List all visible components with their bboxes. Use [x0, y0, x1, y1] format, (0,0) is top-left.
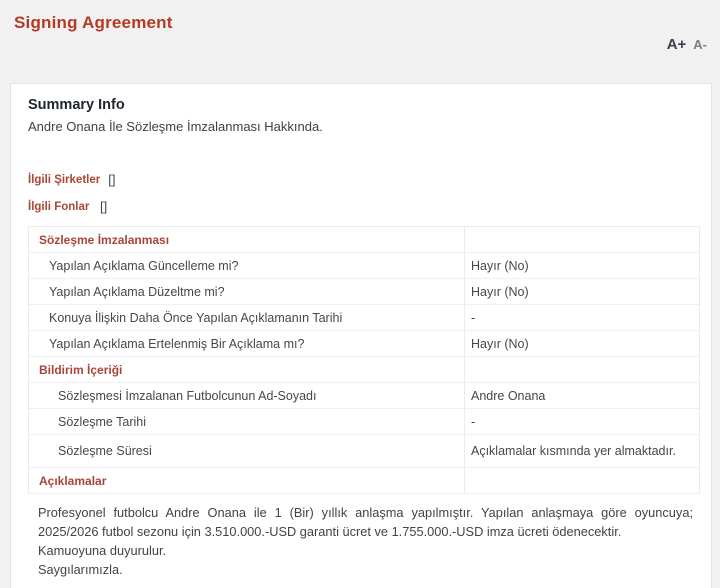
font-decrease-button[interactable]: A-: [693, 37, 707, 52]
disclosure-card: [10, 83, 712, 588]
disclosure-table: [28, 226, 700, 494]
related-funds-row: [28, 199, 694, 214]
table-row: [29, 305, 700, 331]
disclosure-closing-regards: Saygılarımızla.: [38, 562, 123, 577]
table-row-value: -: [465, 305, 700, 331]
table-section-label: Açıklamalar: [29, 468, 465, 494]
table-row-value: Hayır (No): [465, 253, 700, 279]
table-row-label: Konuya İlişkin Daha Önce Yapılan Açıklamanın Tarihi: [29, 305, 465, 331]
table-row-value: [465, 357, 700, 383]
table-row: [29, 468, 700, 494]
summary-subtitle: Andre Onana İle Sözleşme İmzalanması Hakkında.: [28, 119, 323, 134]
related-companies-row: [28, 172, 694, 187]
table-row-value: -: [465, 409, 700, 435]
table-row-label: Sözleşmesi İmzalanan Futbolcunun Ad-Soyadı: [29, 383, 465, 409]
table-row-label: Yapılan Açıklama Düzeltme mi?: [29, 279, 465, 305]
table-row-label: Sözleşme Tarihi: [29, 409, 465, 435]
table-row: [29, 331, 700, 357]
summary-heading: Summary Info: [28, 97, 125, 113]
table-row-label: Yapılan Açıklama Ertelenmiş Bir Açıklama mı?: [29, 331, 465, 357]
table-row: [29, 279, 700, 305]
table-row-value: Hayır (No): [465, 331, 700, 357]
related-companies-value: []: [108, 172, 116, 187]
table-row-value: Açıklamalar kısmında yer almaktadır.: [465, 435, 700, 468]
disclosure-closing-public: Kamuoyuna duyurulur.: [38, 543, 167, 558]
related-block: [28, 172, 694, 214]
page-title: Signing Agreement: [14, 13, 173, 32]
table-row: [29, 357, 700, 383]
table-section-label: Bildirim İçeriği: [29, 357, 465, 383]
disclosure-paragraph: Profesyonel futbolcu Andre Onana ile 1 (Bir) yıllık anlaşma yapılmıştır. Yapılan anlaşmaya göre oyuncuya; 2025/2026 futbol sezonu için 3.510.000.-USD garanti ücret ve 1.755.000.-USD imza ücreti ödenecektir.: [38, 505, 693, 539]
table-row-value: [465, 227, 700, 253]
table-row-value: [465, 468, 700, 494]
table-section-label: Sözleşme İmzalanması: [29, 227, 465, 253]
table-row: [29, 253, 700, 279]
related-funds-value: []: [100, 199, 108, 214]
font-increase-button[interactable]: A+: [666, 36, 687, 53]
table-row-value: Hayır (No): [465, 279, 700, 305]
font-size-controls: [667, 36, 707, 53]
disclosure-text: [38, 503, 693, 579]
related-companies-label: İlgili Şirketler: [28, 173, 101, 186]
related-funds-label: İlgili Fonlar: [28, 200, 90, 213]
table-row-label: Yapılan Açıklama Güncelleme mi?: [29, 253, 465, 279]
table-row: [29, 409, 700, 435]
table-row: [29, 435, 700, 468]
table-row-label: Sözleşme Süresi: [29, 435, 465, 468]
table-row: [29, 383, 700, 409]
table-row-value: Andre Onana: [465, 383, 700, 409]
table-row: [29, 227, 700, 253]
